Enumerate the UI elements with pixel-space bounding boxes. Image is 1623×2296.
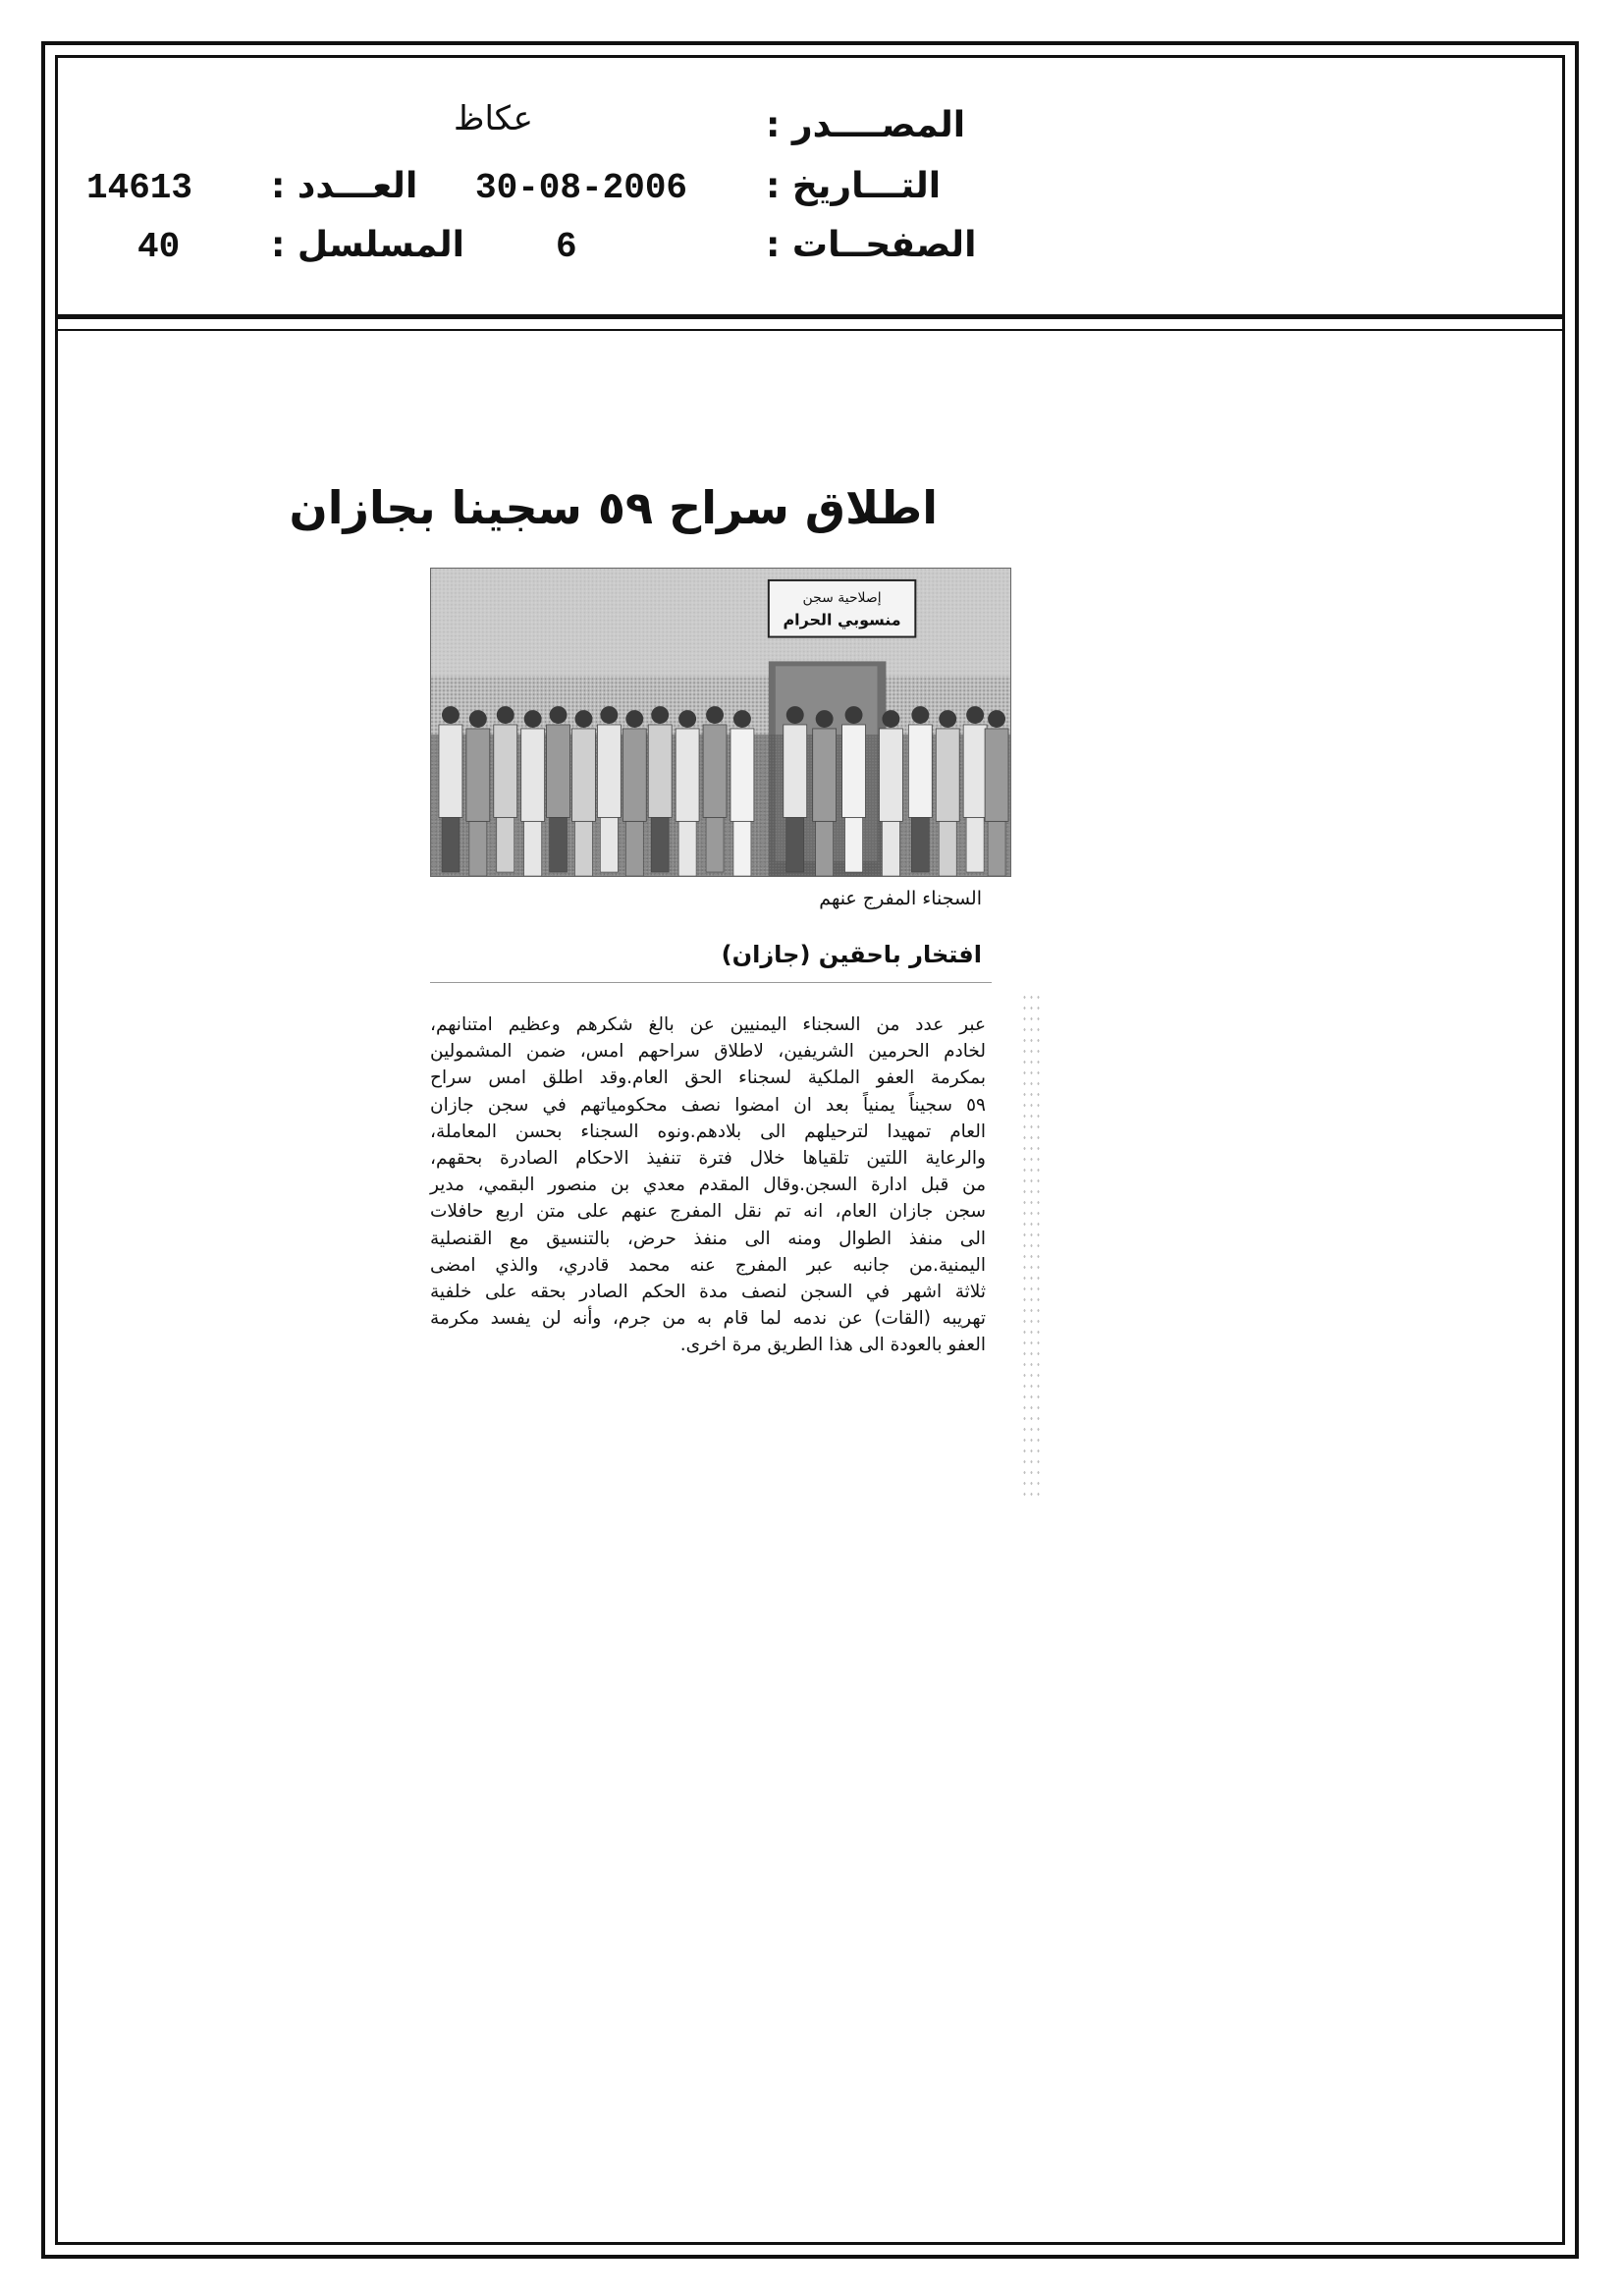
person-figure [703,706,727,872]
person-figure [622,710,646,876]
source-value: عكاظ [454,99,533,138]
body-line: والرعاية اللتين تلقياها خلال فترة تنفيذ الاحكام الصادرة بحقهم، [430,1148,986,1170]
article-photo [430,568,1011,877]
body-line: اليمنية.من جانبه عبر المفرج عنه محمد قادري، والذي امضى [430,1254,986,1276]
body-line: عبر عدد من السجناء اليمنيين عن بالغ شكرهم وعظيم امتنانهم، [430,1014,986,1035]
person-figure [676,710,699,876]
body-line: من قبل ادارة السجن.وقال المقدم معدي بن منصور البقمي، مدير [430,1175,986,1196]
photo-caption: السجناء المفرج عنهم [819,888,982,909]
scan-noise [1021,992,1041,1503]
issue-value: 14613 [86,168,193,208]
article-headline: اطلاق سراح ٥٩ سجينا بجازان [289,481,938,534]
photo-banner-line2: منسوبي الحرام [783,610,901,629]
pages-value: 6 [556,227,577,267]
body-line: بمكرمة العفو الملكية لسجناء الحق العام.وقد اطلق امس سراح [430,1067,986,1089]
body-line: سجن جازان العام، انه تم نقل المفرج عنهم على متن اربع حافلات [430,1201,986,1223]
body-line: ٥٩ سجيناً يمنياً بعد ان امضوا نصف محكومياتهم في سجن جازان [430,1094,986,1116]
person-figure [908,706,932,872]
date-value: 30-08-2006 [475,168,688,208]
date-label: التـــاريخ : [766,166,942,206]
person-figure [842,706,866,872]
person-figure [784,706,807,872]
issue-label: العـــدد : [271,166,418,206]
pages-label: الصفحــات : [766,225,977,265]
person-figure [466,710,490,876]
body-line: العفو بالعودة الى هذا الطريق مرة اخرى. [679,1335,986,1356]
photo-banner-line1: إصلاحية سجن [802,589,882,606]
person-figure [494,706,517,872]
article-body [430,1011,986,1359]
person-figure [547,706,570,872]
source-label: المصــــدر : [766,105,966,145]
body-line: العام تمهيدا لترحيلهم الى بلادهم.ونوه السجناء بحسن المعاملة، [430,1121,986,1142]
body-line: الى منفذ الطوال ومنه الى منفذ حرض، بالتنسيق مع القنصلية [430,1228,986,1249]
person-figure [648,706,672,872]
serial-label: المسلسل : [271,225,465,265]
byline-divider [430,982,992,983]
header-divider [55,314,1565,319]
body-line: لخادم الحرمين الشريفين، لاطلاق سراحهم امس، ضمن المشمولين [430,1041,986,1063]
body-line: تهريبه (القات) عن ندمه لما قام به من جرم، وأنه لن يفسد مكرمة [430,1308,986,1330]
person-figure [521,710,545,876]
serial-value: 40 [137,227,181,267]
body-line: ثلاثة اشهر في السجن لنصف مدة الحكم الصادر بحقه على خلفية [430,1282,986,1303]
article-byline: افتخار باحقين (جازان) [721,941,982,968]
person-figure [936,710,959,876]
person-figure [879,710,902,876]
header-divider-thin [55,329,1565,331]
prisoners-group-photo [431,569,1010,876]
person-figure [572,710,596,876]
person-figure [985,710,1008,876]
person-figure [597,706,621,872]
person-figure [439,706,462,872]
person-figure [813,710,837,876]
person-figure [730,710,754,876]
person-figure [963,706,987,872]
